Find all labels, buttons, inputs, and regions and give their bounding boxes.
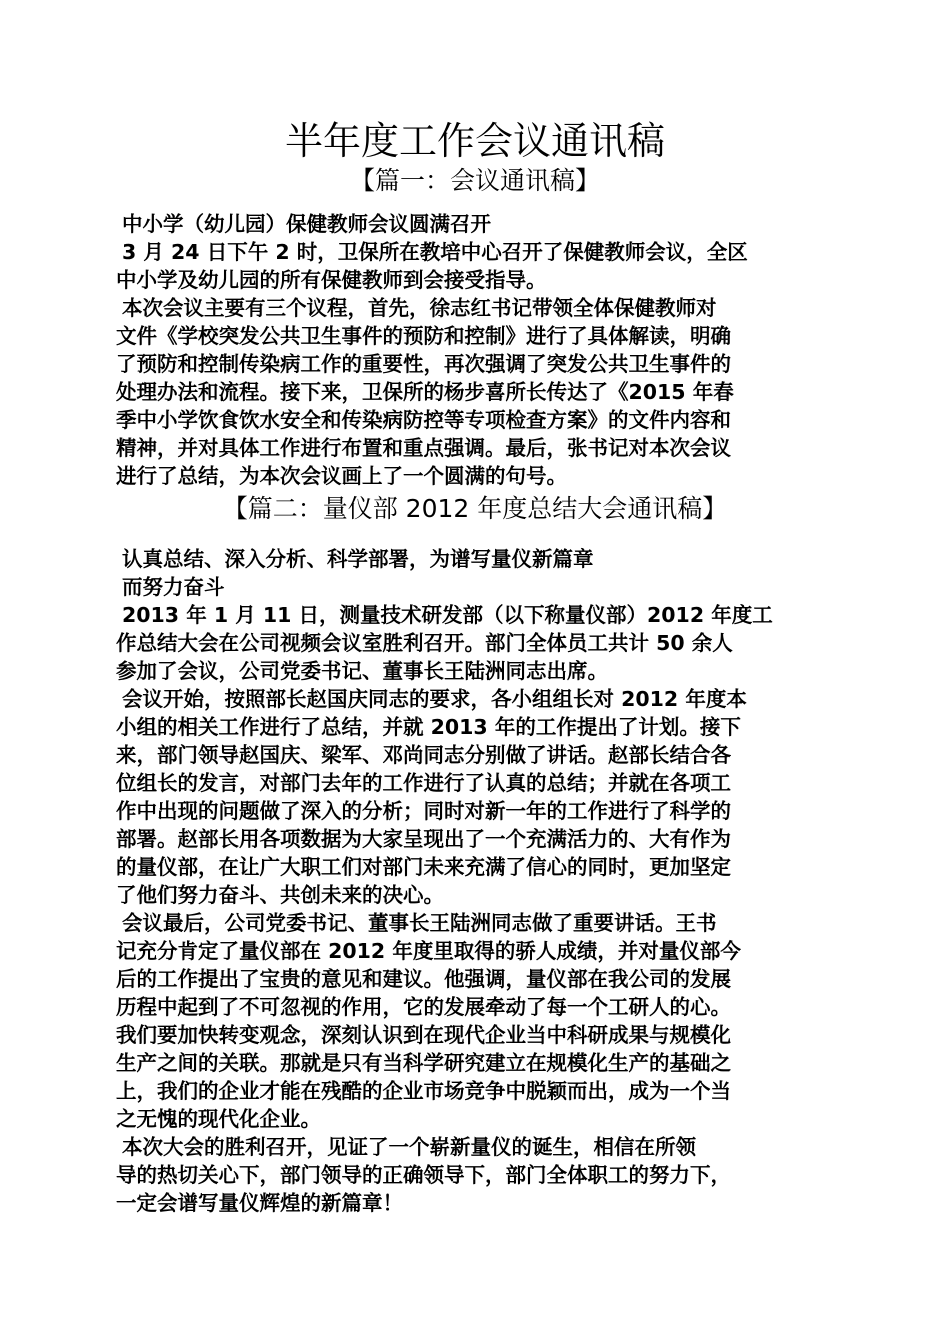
section-2-heading: 【篇二：量仪部 2012 年度总结大会通讯稿】	[222, 494, 728, 523]
paragraph-line: 一定会谱写量仪辉煌的新篇章！	[116, 1191, 403, 1215]
paragraph-line: 上，我们的企业才能在残酷的企业市场竞争中脱颖而出，成为一个当	[116, 1079, 731, 1103]
paragraph-line: 的量仪部，在让广大职工们对部门未来充满了信心的同时，更加坚定	[116, 855, 731, 879]
paragraph-line: 3 月 24 日下午 2 时，卫保所在教培中心召开了保健教师会议，全区	[122, 240, 748, 264]
paragraph-line: 历程中起到了不可忽视的作用，它的发展牵动了每一个工研人的心。	[116, 995, 731, 1019]
paragraph-line: 小组的相关工作进行了总结，并就 2013 年的工作提出了计划。接下	[116, 715, 741, 739]
paragraph-line: 后的工作提出了宝贵的意见和建议。他强调，量仪部在我公司的发展	[116, 967, 731, 991]
paragraph-line: 位组长的发言，对部门去年的工作进行了认真的总结；并就在各项工	[116, 771, 731, 795]
paragraph-line: 中小学及幼儿园的所有保健教师到会接受指导。	[116, 268, 547, 292]
paragraph-line: 生产之间的关联。那就是只有当科学研究建立在规模化生产的基础之	[116, 1051, 731, 1075]
paragraph-line: 会议开始，按照部长赵国庆同志的要求，各小组组长对 2012 年度本	[122, 687, 747, 711]
paragraph-line: 本次会议主要有三个议程，首先，徐志红书记带领全体保健教师对	[122, 296, 717, 320]
paragraph-line: 来，部门领导赵国庆、梁军、邓尚同志分别做了讲话。赵部长结合各	[116, 743, 731, 767]
paragraph-line: 我们要加快转变观念，深刻认识到在现代企业当中科研成果与规模化	[116, 1023, 731, 1047]
paragraph-line: 本次大会的胜利召开，见证了一个崭新量仪的诞生，相信在所领	[122, 1135, 696, 1159]
section-1-subtitle: 中小学（幼儿园）保健教师会议圆满召开	[122, 212, 491, 236]
document-title: 半年度工作会议通讯稿	[284, 119, 665, 163]
paragraph-line: 了他们努力奋斗、共创未来的决心。	[116, 883, 444, 907]
paragraph-line: 文件《学校突发公共卫生事件的预防和控制》进行了具体解读，明确	[116, 324, 731, 348]
paragraph-line: 季中小学饮食饮水安全和传染病防控等专项检查方案》的文件内容和	[116, 408, 731, 432]
section-1-body	[116, 210, 841, 490]
section-2-subtitle: 而努力奋斗	[122, 575, 225, 599]
paragraph-line: 作总结大会在公司视频会议室胜利召开。部门全体员工共计 50 余人	[116, 631, 733, 655]
paragraph-line: 之无愧的现代化企业。	[116, 1107, 321, 1131]
paragraph-line: 了预防和控制传染病工作的重要性，再次强调了突发公共卫生事件的	[116, 352, 731, 376]
paragraph-line: 参加了会议，公司党委书记、董事长王陆洲同志出席。	[116, 659, 608, 683]
section-2-subtitle: 认真总结、深入分析、科学部署，为谱写量仪新篇章	[122, 547, 594, 571]
paragraph-line: 会议最后，公司党委书记、董事长王陆洲同志做了重要讲话。王书	[122, 911, 717, 935]
paragraph-line: 精神，并对具体工作进行布置和重点强调。最后，张书记对本次会议	[116, 436, 731, 460]
section-2-body	[116, 545, 841, 1217]
paragraph-line: 处理办法和流程。接下来，卫保所的杨步喜所长传达了《2015 年春	[116, 380, 734, 404]
paragraph-line: 记充分肯定了量仪部在 2012 年度里取得的骄人成绩，并对量仪部今	[116, 939, 741, 963]
paragraph-line: 作中出现的问题做了深入的分析；同时对新一年的工作进行了科学的	[116, 799, 731, 823]
paragraph-line: 部署。赵部长用各项数据为大家呈现出了一个充满活力的、大有作为	[116, 827, 731, 851]
paragraph-line: 进行了总结，为本次会议画上了一个圆满的句号。	[116, 464, 567, 488]
section-1-heading: 【篇一：会议通讯稿】	[349, 166, 600, 195]
paragraph-line: 导的热切关心下，部门领导的正确领导下，部门全体职工的努力下，	[116, 1163, 731, 1187]
paragraph-line: 2013 年 1 月 11 日，测量技术研发部（以下称量仪部）2012 年度工	[122, 603, 773, 627]
